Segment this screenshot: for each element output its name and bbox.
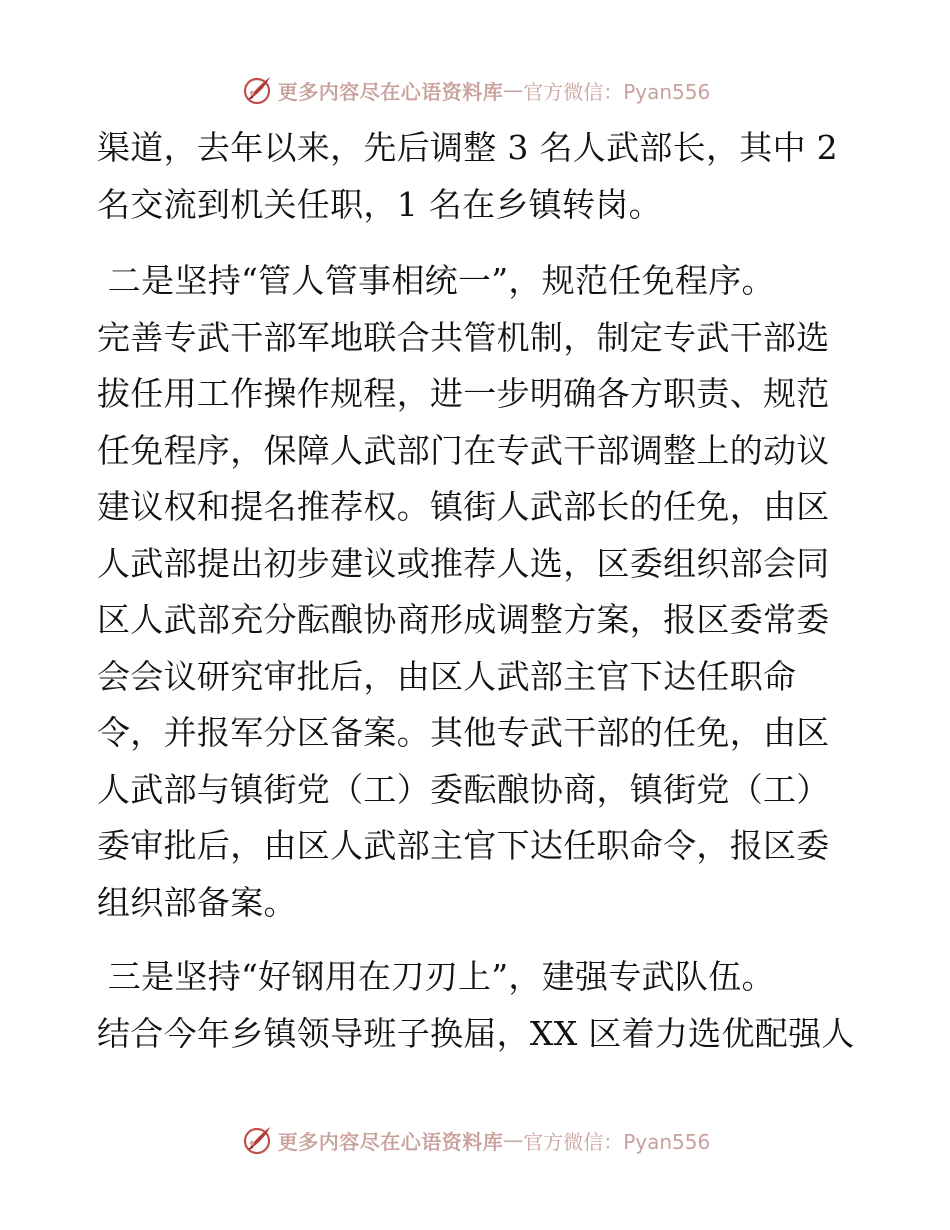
text-line: 组织部备案。 [97,882,297,922]
text-line: 人武部提出初步建议或推荐人选，区委组织部会同 [97,543,830,583]
text-line: 渠道，去年以来，先后调整 3 名人武部长，其中 2 [97,128,838,167]
text-line: 会会议研究审批后，由区人武部主官下达任职命 [97,656,797,696]
text-line: 委审批后，由区人武部主官下达任职命令，报区委 [97,826,830,865]
text-line: 令，并报军分区备案。其他专武干部的任免，由区 [97,713,830,752]
text-line: 区人武部充分酝酿协商形成调整方案，报区委常委 [97,600,830,639]
text-line: 完善专武干部军地联合共管机制，制定专武干部选 [97,317,830,357]
footer-watermark [0,1120,950,1160]
paragraph-3 [97,949,857,1062]
paragraph-2 [97,253,857,931]
watermark-separator: — [503,1128,524,1152]
text-line: 名交流到机关任职，1 名在乡镇转岗。 [97,184,662,224]
text-line: 任免程序，保障人武部门在专武干部调整上的动议 [97,430,830,470]
text-line: 拔任用工作操作规程，进一步明确各方职责、规范 [97,374,830,413]
header-watermark [0,70,950,110]
text-line: 三是坚持“好钢用在刀刃上”，建强专武队伍。 [97,957,775,996]
watermark-main-text: 更多内容尽在心语资料库 [277,79,504,104]
paragraph-1 [97,120,857,233]
text-line: 二是坚持“管人管事相统一”，规范任免程序。 [97,261,775,300]
quill-pen-logo-icon [240,1123,274,1157]
text-line: 建议权和提名推荐权。镇街人武部长的任免，由区 [97,487,830,526]
watermark-wechat-text: 官方微信：Pyan556 [523,79,711,104]
text-line: 结合今年乡镇领导班子换届，XX 区着力选优配强人 [97,1013,855,1053]
watermark-separator: — [503,78,524,102]
document-body [97,120,857,1062]
text-line: 人武部与镇街党（工）委酝酿协商，镇街党（工） [97,769,830,809]
quill-pen-logo-icon [240,73,274,107]
watermark-wechat-text: 官方微信：Pyan556 [523,1129,711,1154]
watermark-main-text: 更多内容尽在心语资料库 [277,1129,504,1154]
